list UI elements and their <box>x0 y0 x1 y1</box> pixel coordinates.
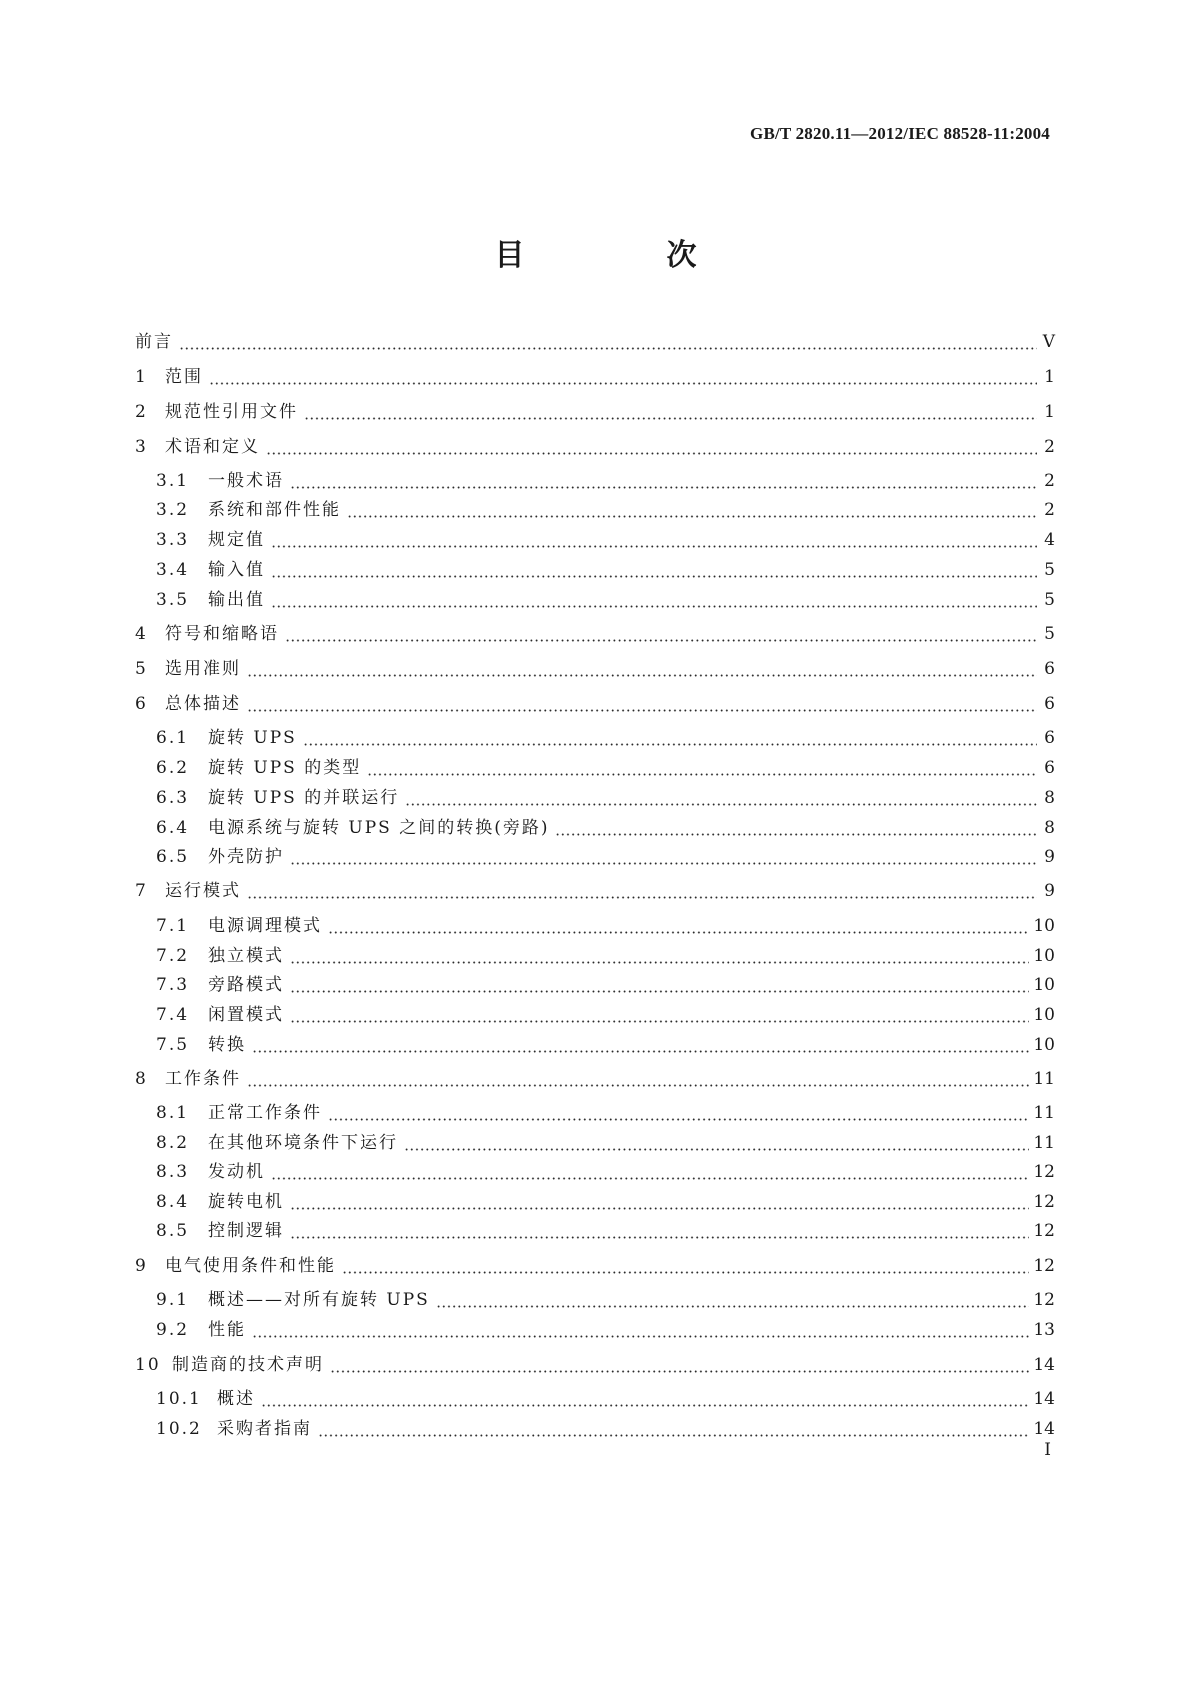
toc-dot-leader <box>261 1387 1029 1411</box>
toc-dot-leader <box>290 973 1029 997</box>
toc-dot-leader <box>290 1003 1029 1027</box>
toc-entry-page: 5 <box>1044 560 1055 580</box>
toc-entry-title: 旋转 UPS 的并联运行 <box>208 788 400 808</box>
toc-dot-leader <box>347 498 1037 522</box>
toc-dot-leader <box>247 1067 1029 1091</box>
toc-entry-number: 7.1 <box>156 916 190 936</box>
toc-dot-leader <box>290 469 1037 493</box>
toc-dot-leader <box>328 1101 1029 1125</box>
toc-entry-title: 选用准则 <box>165 659 241 679</box>
toc-dot-leader <box>318 1417 1029 1441</box>
toc-entry-page: 11 <box>1033 1069 1055 1089</box>
toc-entry-number: 9.1 <box>156 1290 190 1310</box>
toc-entry-number: 2 <box>135 402 148 422</box>
toc-entry-title: 电源调理模式 <box>208 916 322 936</box>
toc-dot-leader <box>266 435 1037 459</box>
toc-dot-leader <box>290 944 1029 968</box>
toc-entry[interactable] <box>135 365 1055 389</box>
toc-entry-title: 制造商的技术声明 <box>172 1355 324 1375</box>
toc-dot-leader <box>271 588 1037 612</box>
toc-entry-title: 旋转 UPS <box>208 728 297 748</box>
toc-dot-leader <box>209 365 1037 389</box>
toc-entry-title: 闲置模式 <box>208 1005 284 1025</box>
toc-entry-number: 6.4 <box>156 818 190 838</box>
toc-entry-number: 6.3 <box>156 788 190 808</box>
toc-dot-leader <box>304 400 1037 424</box>
toc-entry-page: 5 <box>1044 624 1055 644</box>
toc-entry[interactable] <box>156 1417 1055 1441</box>
toc-entry-page: 9 <box>1044 847 1055 867</box>
toc-dot-leader <box>271 558 1037 582</box>
toc-entry[interactable] <box>156 1190 1055 1214</box>
toc-entry-number: 8.2 <box>156 1133 190 1153</box>
toc-entry-number: 7.3 <box>156 975 190 995</box>
toc-entry-page: 10 <box>1033 946 1055 966</box>
toc-entry-page: 8 <box>1044 788 1055 808</box>
toc-entry-page: 12 <box>1033 1221 1055 1241</box>
toc-entry-title: 控制逻辑 <box>208 1221 284 1241</box>
toc-entry-title: 前言 <box>135 332 173 352</box>
toc-entry[interactable] <box>156 1131 1055 1155</box>
toc-entry-number: 3.5 <box>156 590 190 610</box>
toc-entry-number: 4 <box>135 624 148 644</box>
toc-entry[interactable] <box>135 1254 1055 1278</box>
toc-entry-number: 8.4 <box>156 1192 190 1212</box>
toc-entry[interactable] <box>135 622 1055 646</box>
toc-entry[interactable] <box>156 726 1055 750</box>
toc-entry-number: 9 <box>135 1256 148 1276</box>
toc-dot-leader <box>342 1254 1029 1278</box>
toc-entry-number: 1 <box>135 367 148 387</box>
toc-entry-number: 8 <box>135 1069 148 1089</box>
toc-entry-page: 2 <box>1044 471 1055 491</box>
toc-entry[interactable] <box>135 879 1055 903</box>
toc-entry[interactable] <box>156 1387 1055 1411</box>
toc-dot-leader <box>247 879 1037 903</box>
toc-entry-number: 5 <box>135 659 148 679</box>
toc-entry[interactable] <box>156 845 1055 869</box>
toc-entry-page: 8 <box>1044 818 1055 838</box>
toc-entry-title: 概述 <box>217 1389 255 1409</box>
toc-entry-page: 14 <box>1033 1389 1055 1409</box>
toc-entry-page: 6 <box>1044 728 1055 748</box>
toc-entry-page: 10 <box>1033 975 1055 995</box>
toc-entry-page: 10 <box>1033 916 1055 936</box>
toc-entry-title: 范围 <box>165 367 203 387</box>
toc-entry-title: 总体描述 <box>165 694 241 714</box>
toc-entry-number: 3.2 <box>156 500 190 520</box>
toc-entry[interactable] <box>135 435 1055 459</box>
toc-entry-page: 12 <box>1033 1290 1055 1310</box>
toc-entry-number: 6.2 <box>156 758 190 778</box>
toc-entry-page: V <box>1042 332 1055 352</box>
toc-entry-page: 11 <box>1033 1133 1055 1153</box>
toc-dot-leader <box>290 845 1037 869</box>
toc-entry-page: 10 <box>1033 1035 1055 1055</box>
toc-dot-leader <box>252 1033 1029 1057</box>
toc-entry-page: 10 <box>1033 1005 1055 1025</box>
toc-entry-number: 8.1 <box>156 1103 190 1123</box>
toc-entry-page: 14 <box>1033 1419 1055 1439</box>
toc-entry[interactable] <box>135 657 1055 681</box>
toc-entry-number: 3.3 <box>156 530 190 550</box>
toc-entry-title: 转换 <box>208 1035 246 1055</box>
toc-entry-page: 2 <box>1044 500 1055 520</box>
toc-dot-leader <box>367 756 1037 780</box>
toc-dot-leader <box>271 528 1037 552</box>
toc-entry-title: 规定值 <box>208 530 265 550</box>
toc-entry-title: 系统和部件性能 <box>208 500 341 520</box>
document-code: GB/T 2820.11—2012/IEC 88528-11:2004 <box>750 124 1050 143</box>
toc-entry-page: 4 <box>1044 530 1055 550</box>
toc-entry-number: 3.1 <box>156 471 190 491</box>
toc-entry-title: 工作条件 <box>165 1069 241 1089</box>
toc-entry-title: 旁路模式 <box>208 975 284 995</box>
toc-entry-title: 旋转 UPS 的类型 <box>208 758 362 778</box>
toc-entry-title: 概述——对所有旋转 UPS <box>208 1290 430 1310</box>
toc-entry-title: 运行模式 <box>165 881 241 901</box>
toc-entry-title: 符号和缩略语 <box>165 624 279 644</box>
toc-entry[interactable] <box>156 528 1055 552</box>
toc-dot-leader <box>555 816 1037 840</box>
toc-entry[interactable] <box>156 756 1055 780</box>
toc-entry-number: 6.5 <box>156 847 190 867</box>
toc-entry[interactable] <box>156 1288 1055 1312</box>
toc-entry-number: 8.5 <box>156 1221 190 1241</box>
toc-entry-title: 正常工作条件 <box>208 1103 322 1123</box>
toc-entry-page: 6 <box>1044 694 1055 714</box>
toc-entry-title: 性能 <box>208 1320 246 1340</box>
toc-entry[interactable] <box>135 1067 1055 1091</box>
toc-entry[interactable] <box>135 1353 1055 1377</box>
toc-entry-title: 电气使用条件和性能 <box>165 1256 336 1276</box>
toc-entry-page: 13 <box>1033 1320 1055 1340</box>
toc-entry[interactable] <box>156 469 1055 493</box>
toc-entry-title: 发动机 <box>208 1162 265 1182</box>
toc-entry[interactable] <box>156 558 1055 582</box>
toc-dot-leader <box>404 1131 1029 1155</box>
toc-entry-number: 7.4 <box>156 1005 190 1025</box>
toc-dot-leader <box>285 622 1037 646</box>
toc-entry[interactable] <box>156 1160 1055 1184</box>
toc-entry[interactable] <box>156 1033 1055 1057</box>
toc-entry-number: 10.2 <box>156 1419 202 1439</box>
page-title: 目 次 <box>494 238 753 273</box>
toc-entry-number: 3 <box>135 437 148 457</box>
toc-entry-number: 10 <box>135 1355 161 1375</box>
toc-entry[interactable] <box>156 1318 1055 1342</box>
toc-entry-number: 8.3 <box>156 1162 190 1182</box>
toc-dot-leader <box>271 1160 1029 1184</box>
toc-entry-title: 一般术语 <box>208 471 284 491</box>
toc-entry-number: 6 <box>135 694 148 714</box>
toc-entry[interactable] <box>135 400 1055 424</box>
toc-entry-page: 11 <box>1033 1103 1055 1123</box>
toc-entry-title: 输出值 <box>208 590 265 610</box>
toc-entry-title: 独立模式 <box>208 946 284 966</box>
toc-entry[interactable] <box>135 330 1055 354</box>
toc-entry-title: 规范性引用文件 <box>165 402 298 422</box>
toc-entry-number: 10.1 <box>156 1389 202 1409</box>
toc-dot-leader <box>436 1288 1030 1312</box>
toc-entry-number: 9.2 <box>156 1320 190 1340</box>
toc-entry[interactable] <box>156 1101 1055 1125</box>
toc-entry[interactable] <box>156 1003 1055 1027</box>
page-number: I <box>1044 1440 1051 1460</box>
toc-dot-leader <box>179 330 1037 354</box>
toc-entry-page: 1 <box>1044 367 1055 387</box>
toc-entry-page: 12 <box>1033 1162 1055 1182</box>
toc-entry-title: 外壳防护 <box>208 847 284 867</box>
toc-entry-page: 5 <box>1044 590 1055 610</box>
toc-dot-leader <box>247 657 1037 681</box>
toc-entry-title: 在其他环境条件下运行 <box>208 1133 398 1153</box>
toc-entry-number: 7 <box>135 881 148 901</box>
toc-entry-page: 14 <box>1033 1355 1055 1375</box>
toc-entry-title: 输入值 <box>208 560 265 580</box>
toc-entry[interactable] <box>156 498 1055 522</box>
toc-entry[interactable] <box>156 588 1055 612</box>
toc-entry-title: 旋转电机 <box>208 1192 284 1212</box>
toc-entry-page: 12 <box>1033 1256 1055 1276</box>
toc-entry-page: 6 <box>1044 758 1055 778</box>
toc-entry-number: 3.4 <box>156 560 190 580</box>
toc-dot-leader <box>247 692 1037 716</box>
toc-entry-title: 术语和定义 <box>165 437 260 457</box>
toc-entry[interactable] <box>156 944 1055 968</box>
toc-entry-number: 7.2 <box>156 946 190 966</box>
toc-dot-leader <box>405 786 1037 810</box>
toc-entry-page: 6 <box>1044 659 1055 679</box>
toc-entry-number: 6.1 <box>156 728 190 748</box>
toc-entry[interactable] <box>135 692 1055 716</box>
toc-entry-title: 采购者指南 <box>217 1419 312 1439</box>
toc-entry-page: 1 <box>1044 402 1055 422</box>
toc-entry-page: 12 <box>1033 1192 1055 1212</box>
toc-dot-leader <box>328 914 1029 938</box>
toc-entry-number: 7.5 <box>156 1035 190 1055</box>
toc-dot-leader <box>290 1219 1029 1243</box>
toc-entry[interactable] <box>156 1219 1055 1243</box>
toc-entry[interactable] <box>156 816 1055 840</box>
toc-entry-page: 2 <box>1044 437 1055 457</box>
toc-entry[interactable] <box>156 914 1055 938</box>
toc-entry[interactable] <box>156 786 1055 810</box>
toc-entry-title: 电源系统与旋转 UPS 之间的转换(旁路) <box>208 818 550 838</box>
toc-dot-leader <box>303 726 1037 750</box>
toc-entry-page: 9 <box>1044 881 1055 901</box>
toc-dot-leader <box>330 1353 1029 1377</box>
toc-dot-leader <box>290 1190 1029 1214</box>
toc-entry[interactable] <box>156 973 1055 997</box>
toc-dot-leader <box>252 1318 1029 1342</box>
